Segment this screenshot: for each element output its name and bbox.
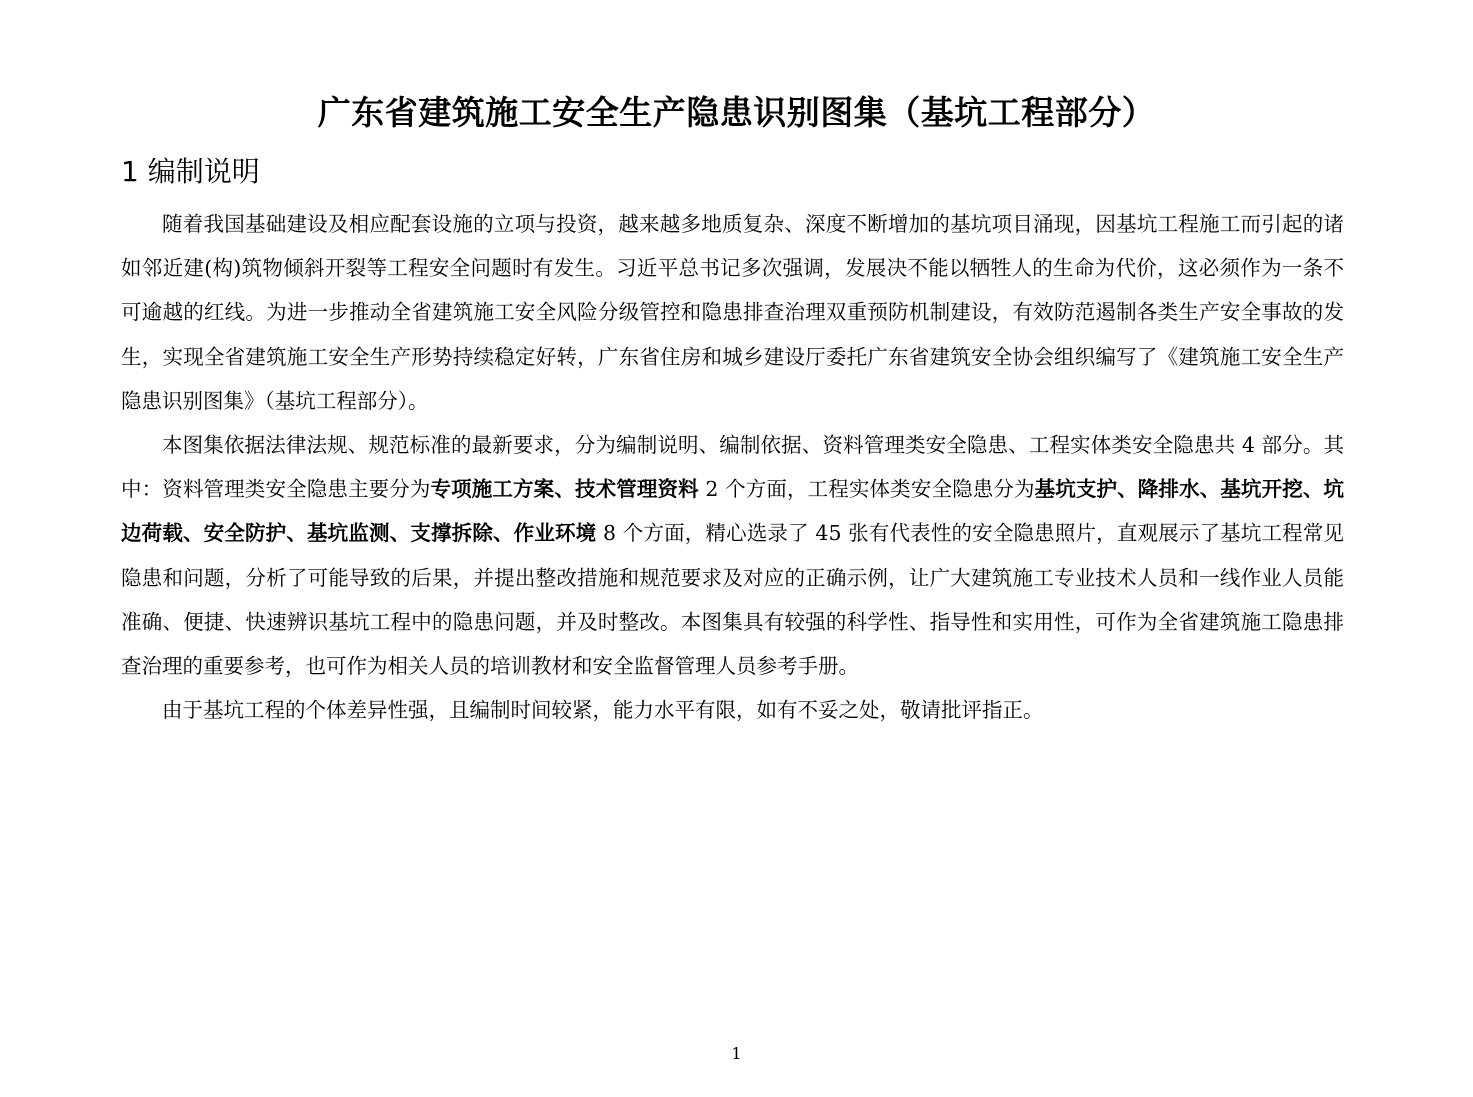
body-text bbox=[121, 202, 1344, 732]
paragraph-structure-text-2: 2 个方面，工程实体类安全隐患分为 bbox=[698, 477, 1035, 502]
paragraph-structure bbox=[121, 423, 1344, 688]
section-heading: 1 编制说明 bbox=[121, 155, 260, 188]
paragraph-closing: 由于基坑工程的个体差异性强，且编制时间较紧，能力水平有限，如有不妥之处，敬请批评指正。 bbox=[162, 698, 1044, 723]
document-title: 广东省建筑施工安全生产隐患识别图集（基坑工程部分） bbox=[317, 93, 1156, 132]
page-number: 1 bbox=[731, 1044, 742, 1063]
paragraph-structure-bold-2: 基坑支护、降排水、基坑开挖、坑边荷载、安全防护、基坑监测、支撑拆除、作业环境 bbox=[121, 477, 1345, 546]
paragraph-structure-text-3: 8 个方面，精心选录了 45 张有代表性的安全隐患照片，直观展示了基坑工程常见隐患和问题，分析了可能导致的后果，并提出整改措施和规范要求及对应的正确示例，让广大建筑施工专业技术人员和一线作业人员能准确、便捷、快速辨识基坑工程中的隐患问题，并及时整改。本图集具有较强的科学性、指导性和实用性，可作为全省建筑施工隐患排查治理的重要参考，也可作为相关人员的培训教材和安全监督管理人员参考手册。 bbox=[121, 521, 1344, 679]
paragraph-structure-bold-1: 专项施工方案、技术管理资料 bbox=[430, 477, 699, 502]
paragraph-structure-text-1: 本图集依据法律法规、规范标准的最新要求，分为编制说明、编制依据、资料管理类安全隐患、工程实体类安全隐患共 4 部分。其中：资料管理类安全隐患主要分为 bbox=[121, 433, 1344, 502]
paragraph-introduction: 随着我国基础建设及相应配套设施的立项与投资，越来越多地质复杂、深度不断增加的基坑项目涌现，因基坑工程施工而引起的诸如邻近建(构)筑物倾斜开裂等工程安全问题时有发生。习近平总书记多次强调，发展决不能以牺牲人的生命为代价，这必须作为一条不可逾越的红线。为进一步推动全省建筑施工安全风险分级管控和隐患排查治理双重预防机制建设，有效防范遏制各类生产安全事故的发生，实现全省建筑施工安全生产形势持续稳定好转，广东省住房和城乡建设厅委托广东省建筑安全协会组织编写了《建筑施工安全生产隐患识别图集》（基坑工程部分）。 bbox=[121, 212, 1344, 413]
